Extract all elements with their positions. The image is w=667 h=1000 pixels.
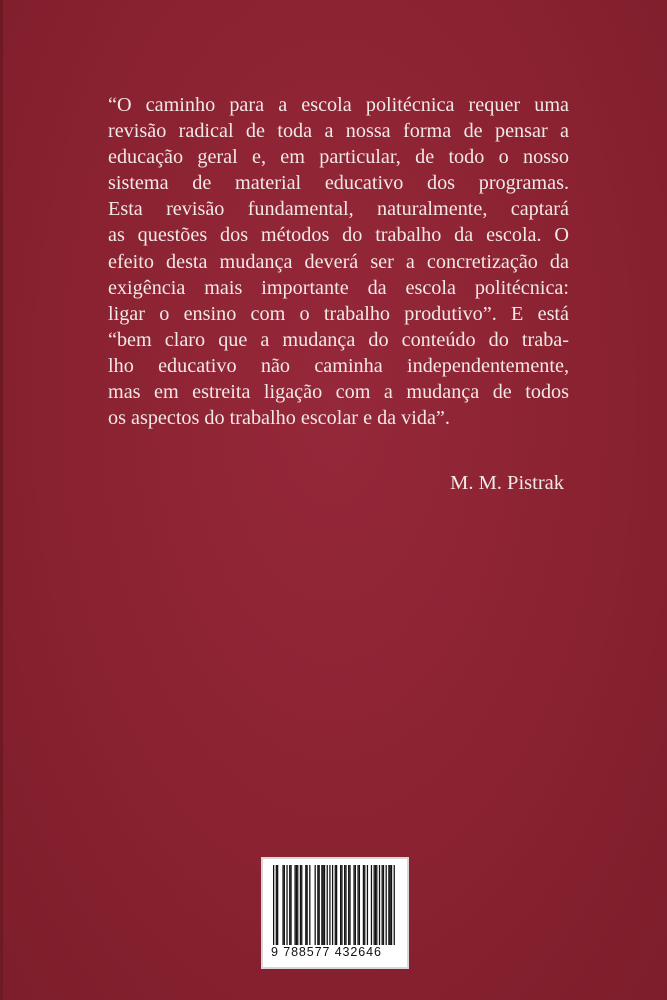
barcode-bar	[277, 865, 278, 945]
barcode-bar	[300, 865, 301, 945]
barcode-bar	[371, 865, 372, 945]
barcode-bar	[375, 865, 376, 945]
barcode-bar	[349, 865, 350, 945]
barcode-bar	[357, 865, 358, 945]
quote-line: “O caminho para a escola politécnica requer uma	[108, 94, 569, 116]
quote-line: lho educativo não caminha independentemente,	[108, 354, 569, 377]
barcode-bar	[336, 865, 337, 945]
barcode-bar	[329, 865, 330, 945]
barcode-bar	[289, 865, 290, 945]
barcode-bar	[297, 865, 298, 945]
barcode-bar	[317, 865, 318, 945]
barcode-bar	[290, 865, 291, 945]
barcode-bar	[321, 865, 322, 945]
barcode-bar	[332, 865, 333, 945]
barcode-bar	[276, 865, 277, 945]
barcode-bar	[364, 865, 365, 945]
barcode-bar	[382, 865, 383, 945]
barcode-bar	[388, 865, 389, 945]
barcode-bar	[359, 865, 360, 945]
barcode-bar	[286, 865, 287, 945]
barcode-bar	[324, 865, 325, 945]
quote-line: sistema de material educativo dos programas.	[108, 172, 569, 195]
quote-line: os aspectos do trabalho escolar e da vida”.	[108, 407, 450, 430]
barcode-bar	[376, 865, 377, 945]
barcode-bar	[282, 865, 283, 945]
barcode-bar	[386, 865, 387, 945]
barcode-bar	[367, 865, 368, 945]
quote-line: mas em estreita ligação com a mudança de todos	[108, 381, 569, 404]
barcode-bar	[294, 865, 295, 945]
barcode-bar	[307, 865, 308, 945]
barcode-bar	[309, 865, 310, 945]
quote-line: ligar o ensino com o trabalho produtivo”. E está	[108, 302, 569, 325]
barcode-bar	[394, 865, 395, 945]
quote-line: “bem claro que a mudança do conteúdo do traba-	[108, 328, 569, 351]
barcode-bar	[353, 865, 354, 945]
barcode-bar	[383, 865, 384, 945]
quote-line: educação geral e, em particular, de todo o nosso	[108, 146, 569, 169]
quote-author: M. M. Pistrak	[450, 472, 564, 494]
isbn-barcode	[261, 857, 409, 969]
isbn-number: 9 788577 432646	[271, 945, 382, 959]
barcode-bar	[273, 865, 274, 945]
barcode-bar	[315, 865, 316, 945]
barcode-bar	[340, 865, 341, 945]
barcode-bar	[327, 865, 328, 945]
barcode-bar	[348, 865, 349, 945]
barcode-bar	[301, 865, 302, 945]
barcode-bar	[374, 865, 375, 945]
barcode-bar	[379, 865, 380, 945]
quote-line: efeito desta mudança deverá ser a concretização da	[108, 250, 569, 273]
barcode-bar	[345, 865, 346, 945]
quote-block	[108, 92, 569, 431]
barcode-bar	[319, 865, 320, 945]
barcode-bar	[335, 865, 336, 945]
quote-line: as questões dos métodos do trabalho da escola. O	[108, 224, 569, 247]
barcode-bar	[341, 865, 342, 945]
barcode-bar	[390, 865, 391, 945]
barcode-bar	[323, 865, 324, 945]
barcode-bar	[296, 865, 297, 945]
quote-line: exigência mais importante da escola politécnica:	[108, 276, 569, 299]
barcode-bar	[363, 865, 364, 945]
barcode-bar	[391, 865, 392, 945]
barcode-bar	[355, 865, 356, 945]
quote-line: Esta revisão fundamental, naturalmente, captará	[108, 198, 569, 221]
barcode-bar	[344, 865, 345, 945]
quote-line: revisão radical de toda a nossa forma de pensar a	[108, 120, 569, 143]
barcode-bar	[305, 865, 306, 945]
barcode-bar	[284, 865, 285, 945]
